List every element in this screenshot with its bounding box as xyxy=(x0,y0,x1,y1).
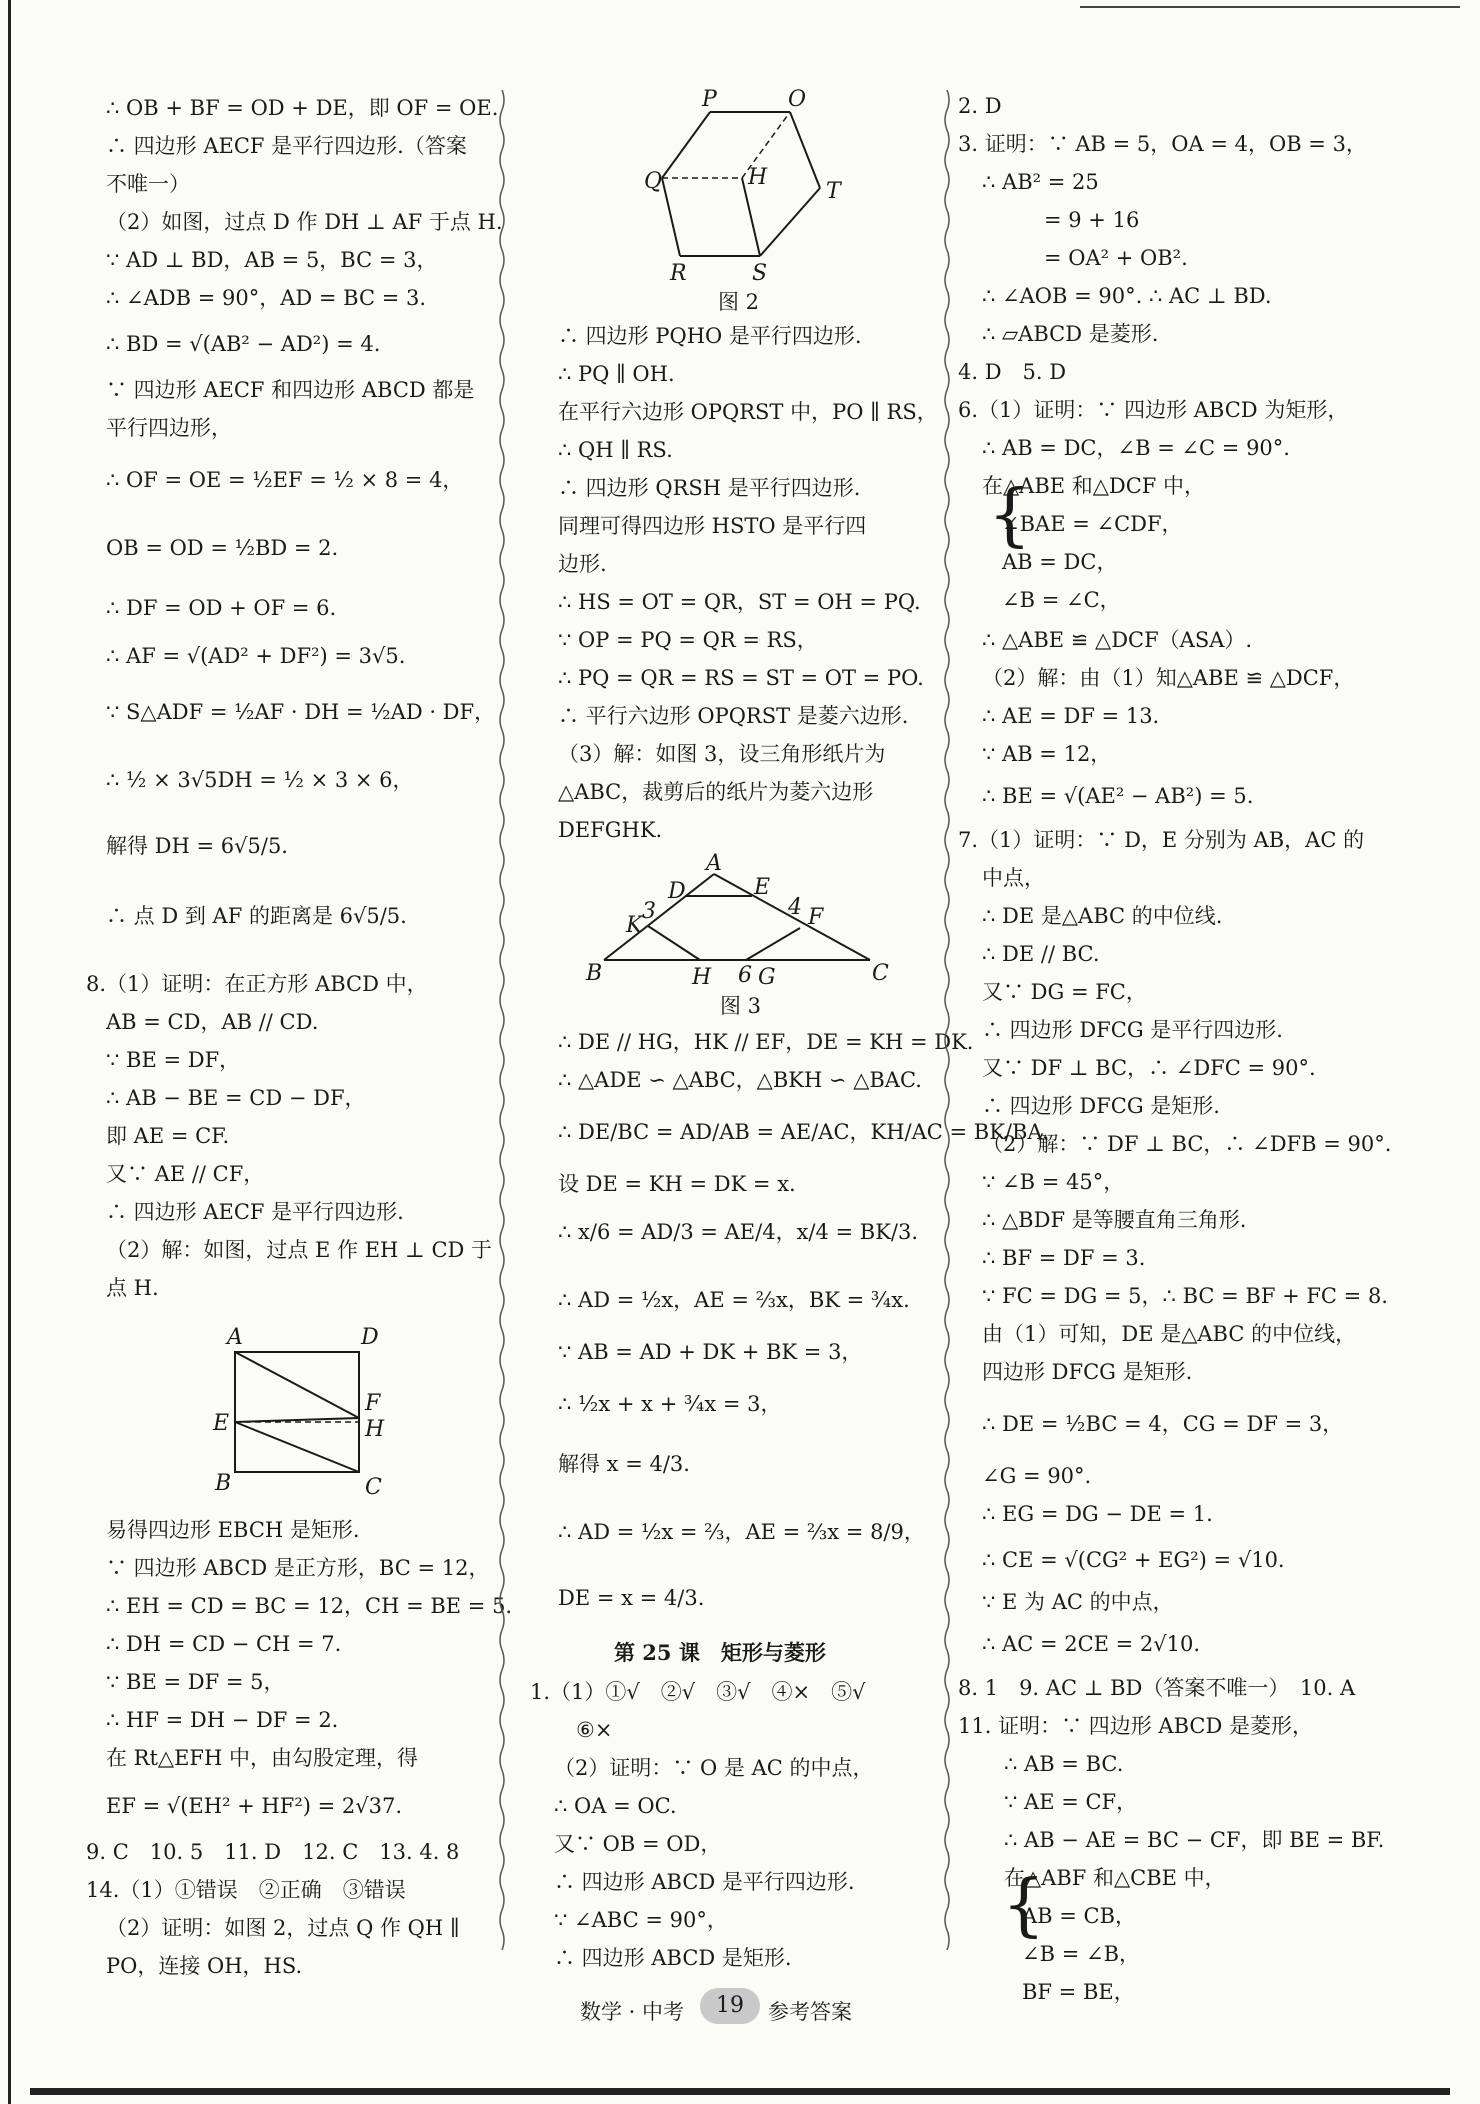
text-line: 在 Rt△EFH 中，由勾股定理，得 xyxy=(106,1746,418,1770)
label-B: B xyxy=(586,961,603,986)
text-line: ∴ QH ∥ RS. xyxy=(558,438,673,462)
label-A: A xyxy=(706,852,722,876)
text-line: ∠B = ∠B， xyxy=(1022,1942,1141,1966)
text-line: 在△ABE 和△DCF 中， xyxy=(982,474,1206,498)
text-line: 点 H. xyxy=(106,1276,159,1300)
text-line: 9. C 10. 5 11. D 12. C 13. 4. 8 xyxy=(86,1840,460,1864)
text-line: ∴ OB + BF = OD + DE，即 OF = OE. xyxy=(106,96,499,120)
figure-2-caption: 图 2 xyxy=(718,290,760,314)
section-heading: 第 25 课 矩形与菱形 xyxy=(614,1640,826,1665)
text-line: 解得 DH = 6√5/5. xyxy=(106,834,288,858)
bottom-rule xyxy=(30,2088,1450,2095)
text-line: 在平行六边形 OPQRST 中，PO ∥ RS， xyxy=(558,400,938,424)
text-line: ∴ OA = OC. xyxy=(554,1794,677,1818)
text-line: ∵ ∠ABC = 90°， xyxy=(554,1908,728,1932)
text-line: 设 DE = KH = DK = x. xyxy=(558,1172,796,1196)
text-line: 8.（1）证明：在正方形 ABCD 中， xyxy=(86,972,428,996)
text-line: ∵ ∠B = 45°， xyxy=(982,1170,1125,1194)
text-line: ∴ AB = DC，∠B = ∠C = 90°. xyxy=(982,436,1290,460)
text-line: 解得 x = 4/3. xyxy=(558,1452,690,1476)
text-line: ∴ AB = BC. xyxy=(1004,1752,1124,1776)
text-line: 1.（1）①√ ②√ ③√ ④× ⑤√ xyxy=(530,1680,866,1704)
text-line: OB = OD = ½BD = 2. xyxy=(106,536,339,560)
text-line: ∴ 四边形 PQHO 是平行四边形. xyxy=(558,324,862,348)
text-line: ∴ ∠AOB = 90°. ∴ AC ⊥ BD. xyxy=(982,284,1272,308)
square-figure xyxy=(205,1318,405,1498)
text-line: ∴ △ADE ∽ △ABC，△BKH ∽ △BAC. xyxy=(558,1068,922,1092)
text-line: （3）解：如图 3，设三角形纸片为 xyxy=(558,742,886,766)
text-line: ∵ AE = CF， xyxy=(1004,1790,1138,1814)
text-line: ∵ AD ⊥ BD，AB = 5，BC = 3， xyxy=(106,248,438,272)
text-line: ∴ AB − AE = BC − CF，即 BE = BF. xyxy=(1004,1828,1385,1852)
footer-section: 参考答案 xyxy=(768,2000,852,2024)
page-edge xyxy=(8,0,11,2104)
text-line: ∴ △BDF 是等腰直角三角形. xyxy=(982,1208,1247,1232)
text-line: ∴ ∠ADB = 90°，AD = BC = 3. xyxy=(106,286,427,310)
text-line: ∴ 四边形 DFCG 是平行四边形. xyxy=(982,1018,1283,1042)
text-line: 又∵ DG = FC， xyxy=(982,980,1147,1004)
text-line: ∴ DH = CD − CH = 7. xyxy=(106,1632,342,1656)
text-line: ∴ CE = √(CG² + EG²) = √10. xyxy=(982,1548,1285,1572)
column-divider xyxy=(497,90,507,1950)
text-line: ∠B = ∠C， xyxy=(1002,588,1121,612)
text-line: 3. 证明：∵ AB = 5，OA = 4，OB = 3， xyxy=(958,132,1367,156)
text-line: ∴ DE = ½BC = 4，CG = DF = 3， xyxy=(982,1412,1344,1436)
text-line: ∴ ½x + x + ¾x = 3， xyxy=(558,1392,782,1416)
text-line: （2）解：如图，过点 E 作 EH ⊥ CD 于 xyxy=(106,1238,493,1262)
text-line: ∴ DE/BC = AD/AB = AE/AC，KH/AC = BK/BA. xyxy=(558,1120,1050,1144)
label-F: F xyxy=(808,905,824,930)
text-line: = 9 + 16 xyxy=(1044,208,1140,232)
text-line: DE = x = 4/3. xyxy=(558,1586,705,1610)
text-line: ∴ HS = OT = QR，ST = OH = PQ. xyxy=(558,590,921,614)
text-line: 11. 证明：∵ 四边形 ABCD 是菱形， xyxy=(958,1714,1313,1738)
text-line: ∴ BD = √(AB² − AD²) = 4. xyxy=(106,332,381,356)
text-line: ∴ OF = OE = ½EF = ½ × 8 = 4， xyxy=(106,468,464,492)
label-G: G xyxy=(758,965,776,990)
label-A: A xyxy=(227,1325,243,1350)
text-line: 边形. xyxy=(558,552,607,576)
text-line: ∴ PQ ∥ OH. xyxy=(558,362,675,386)
text-line: 4. D 5. D xyxy=(958,360,1067,384)
hexagon-figure xyxy=(630,88,850,288)
text-line: ∴ EH = CD = BC = 12，CH = BE = 5. xyxy=(106,1594,513,1618)
text-line: 不唯一） xyxy=(106,172,190,196)
text-line: ∴ 四边形 AECF 是平行四边形. xyxy=(106,1200,404,1224)
text-line: ∴ HF = DH − DF = 2. xyxy=(106,1708,339,1732)
text-line: 又∵ DF ⊥ BC，∴ ∠DFC = 90°. xyxy=(982,1056,1316,1080)
label-E: E xyxy=(754,875,771,900)
label-H: H xyxy=(692,965,712,990)
text-line: ∴ AD = ½x = ⅔，AE = ⅔x = 8/9， xyxy=(558,1520,925,1544)
brace: { xyxy=(988,476,1032,555)
label-Q: Q xyxy=(644,169,663,194)
text-line: ∴ BF = DF = 3. xyxy=(982,1246,1146,1270)
text-line: 8. 1 9. AC ⊥ BD（答案不唯一） 10. A xyxy=(958,1676,1356,1700)
text-line: ∵ BE = DF， xyxy=(106,1048,241,1072)
text-line: BF = BE， xyxy=(1022,1980,1135,2004)
text-line: （2）证明：如图 2，过点 Q 作 QH ∥ xyxy=(106,1916,460,1940)
text-line: ∴ ▱ABCD 是菱形. xyxy=(982,322,1159,346)
text-line: ∴ AC = 2CE = 2√10. xyxy=(982,1632,1201,1656)
text-line: ∴ 四边形 DFCG 是矩形. xyxy=(982,1094,1220,1118)
text-line: AB = CB， xyxy=(1022,1904,1137,1928)
text-line: DEFGHK. xyxy=(558,818,663,842)
text-line: ∵ E 为 AC 的中点， xyxy=(982,1590,1174,1614)
column-divider xyxy=(942,90,952,1950)
brace: { xyxy=(1002,1866,1046,1945)
text-line: ∵ 四边形 AECF 和四边形 ABCD 都是 xyxy=(106,378,475,402)
text-line: ∴ AF = √(AD² + DF²) = 3√5. xyxy=(106,644,406,668)
text-line: ∵ FC = DG = 5，∴ BC = BF + FC = 8. xyxy=(982,1284,1388,1308)
text-line: ∵ BE = DF = 5， xyxy=(106,1670,285,1694)
label-C: C xyxy=(365,1475,382,1498)
page-number: 19 xyxy=(700,1988,760,2024)
text-line: ∴ 四边形 ABCD 是矩形. xyxy=(554,1946,792,1970)
text-line: 同理可得四边形 HSTO 是平行四 xyxy=(558,514,867,538)
text-line: AB = CD，AB // CD. xyxy=(106,1010,319,1034)
footer-subject: 数学 · 中考 xyxy=(580,2000,685,2024)
text-line: ∴ PQ = QR = RS = ST = OT = PO. xyxy=(558,666,924,690)
text-line: ⑥× xyxy=(576,1718,613,1742)
text-line: ∴ DE // BC. xyxy=(982,942,1100,966)
label-D: D xyxy=(361,1325,379,1350)
text-line: △ABC，裁剪后的纸片为菱六边形 xyxy=(558,780,874,804)
label-S: S xyxy=(752,261,768,286)
label-R: R xyxy=(670,261,687,286)
text-line: ∴ AB − BE = CD − DF， xyxy=(106,1086,366,1110)
text-line: ∵ AB = AD + DK + BK = 3， xyxy=(558,1340,863,1364)
text-line: 在△ABF 和△CBE 中， xyxy=(1004,1866,1226,1890)
label-H: H xyxy=(748,165,768,190)
text-line: ∴ △ABE ≌ △DCF（ASA）. xyxy=(982,628,1253,652)
text-line: EF = √(EH² + HF²) = 2√37. xyxy=(106,1794,403,1818)
text-line: ∴ 四边形 AECF 是平行四边形.（答案 xyxy=(106,134,467,158)
label-E: E xyxy=(213,1411,230,1436)
text-line: ∵ S△ADF = ½AF · DH = ½AD · DF， xyxy=(106,700,496,724)
text-line: 又∵ OB = OD， xyxy=(554,1832,722,1856)
text-line: ∴ EG = DG − DE = 1. xyxy=(982,1502,1213,1526)
text-line: 即 AE = CF. xyxy=(106,1124,230,1148)
text-line: 6.（1）证明：∵ 四边形 ABCD 为矩形， xyxy=(958,398,1349,422)
top-rule xyxy=(1080,6,1460,8)
figure-3-caption: 图 3 xyxy=(720,994,762,1018)
label-6: 6 xyxy=(738,963,752,988)
text-line: 平行四边形， xyxy=(106,416,232,440)
text-line: ∴ 点 D 到 AF 的距离是 6√5/5. xyxy=(106,904,407,928)
text-line: ∴ 平行六边形 OPQRST 是菱六边形. xyxy=(558,704,909,728)
label-4: 4 xyxy=(788,895,802,920)
text-line: ∴ ½ × 3√5DH = ½ × 3 × 6， xyxy=(106,768,414,792)
text-line: 中点， xyxy=(982,866,1045,890)
text-line: （2）证明：∵ O 是 AC 的中点， xyxy=(554,1756,874,1780)
text-line: ∠BAE = ∠CDF， xyxy=(1002,512,1183,536)
text-line: 四边形 DFCG 是矩形. xyxy=(982,1360,1193,1384)
label-H: H xyxy=(365,1417,385,1442)
text-line: 14.（1）①错误 ②正确 ③错误 xyxy=(86,1878,406,1902)
text-line: = OA² + OB². xyxy=(1044,246,1188,270)
text-line: ∴ x/6 = AD/3 = AE/4，x/4 = BK/3. xyxy=(558,1220,919,1244)
text-line: （2）解：由（1）知△ABE ≌ △DCF， xyxy=(982,666,1355,690)
text-line: ∴ BE = √(AE² − AB²) = 5. xyxy=(982,784,1254,808)
text-line: 2. D xyxy=(958,94,1002,118)
text-line: ∠G = 90°. xyxy=(982,1464,1092,1488)
text-line: AB = DC， xyxy=(1002,550,1118,574)
text-line: PO，连接 OH，HS. xyxy=(106,1954,303,1978)
text-line: 由（1）可知，DE 是△ABC 的中位线， xyxy=(982,1322,1357,1346)
text-line: ∴ 四边形 ABCD 是平行四边形. xyxy=(554,1870,855,1894)
text-line: ∵ AB = 12， xyxy=(982,742,1112,766)
text-line: ∴ AB² = 25 xyxy=(982,170,1099,194)
text-line: （2）解：∵ DF ⊥ BC，∴ ∠DFB = 90°. xyxy=(982,1132,1392,1156)
text-line: ∴ AD = ½x，AE = ⅔x，BK = ¾x. xyxy=(558,1288,910,1312)
text-line: 又∵ AE // CF， xyxy=(106,1162,265,1186)
label-B: B xyxy=(215,1471,232,1496)
text-line: ∴ DE // HG，HK // EF，DE = KH = DK. xyxy=(558,1030,974,1054)
label-D: D xyxy=(668,879,686,904)
label-K: K xyxy=(626,913,643,938)
label-3: 3 xyxy=(642,899,656,924)
text-line: 7.（1）证明：∵ D，E 分别为 AB，AC 的 xyxy=(958,828,1365,852)
label-O: O xyxy=(788,88,807,112)
triangle-figure xyxy=(582,852,912,992)
text-line: ∴ 四边形 QRSH 是平行四边形. xyxy=(558,476,861,500)
page-footer xyxy=(0,1988,1480,2028)
label-F: F xyxy=(365,1391,381,1416)
text-line: 易得四边形 EBCH 是矩形. xyxy=(106,1518,360,1542)
text-line: ∵ OP = PQ = QR = RS， xyxy=(558,628,818,652)
text-line: ∵ 四边形 ABCD 是正方形，BC = 12， xyxy=(106,1556,490,1580)
label-C: C xyxy=(872,961,889,986)
text-line: （2）如图，过点 D 作 DH ⊥ AF 于点 H. xyxy=(106,210,503,234)
text-line: ∴ DE 是△ABC 的中位线. xyxy=(982,904,1223,928)
label-T: T xyxy=(826,179,841,204)
text-line: ∴ AE = DF = 13. xyxy=(982,704,1160,728)
text-line: ∴ DF = OD + OF = 6. xyxy=(106,596,337,620)
label-P: P xyxy=(702,88,717,112)
